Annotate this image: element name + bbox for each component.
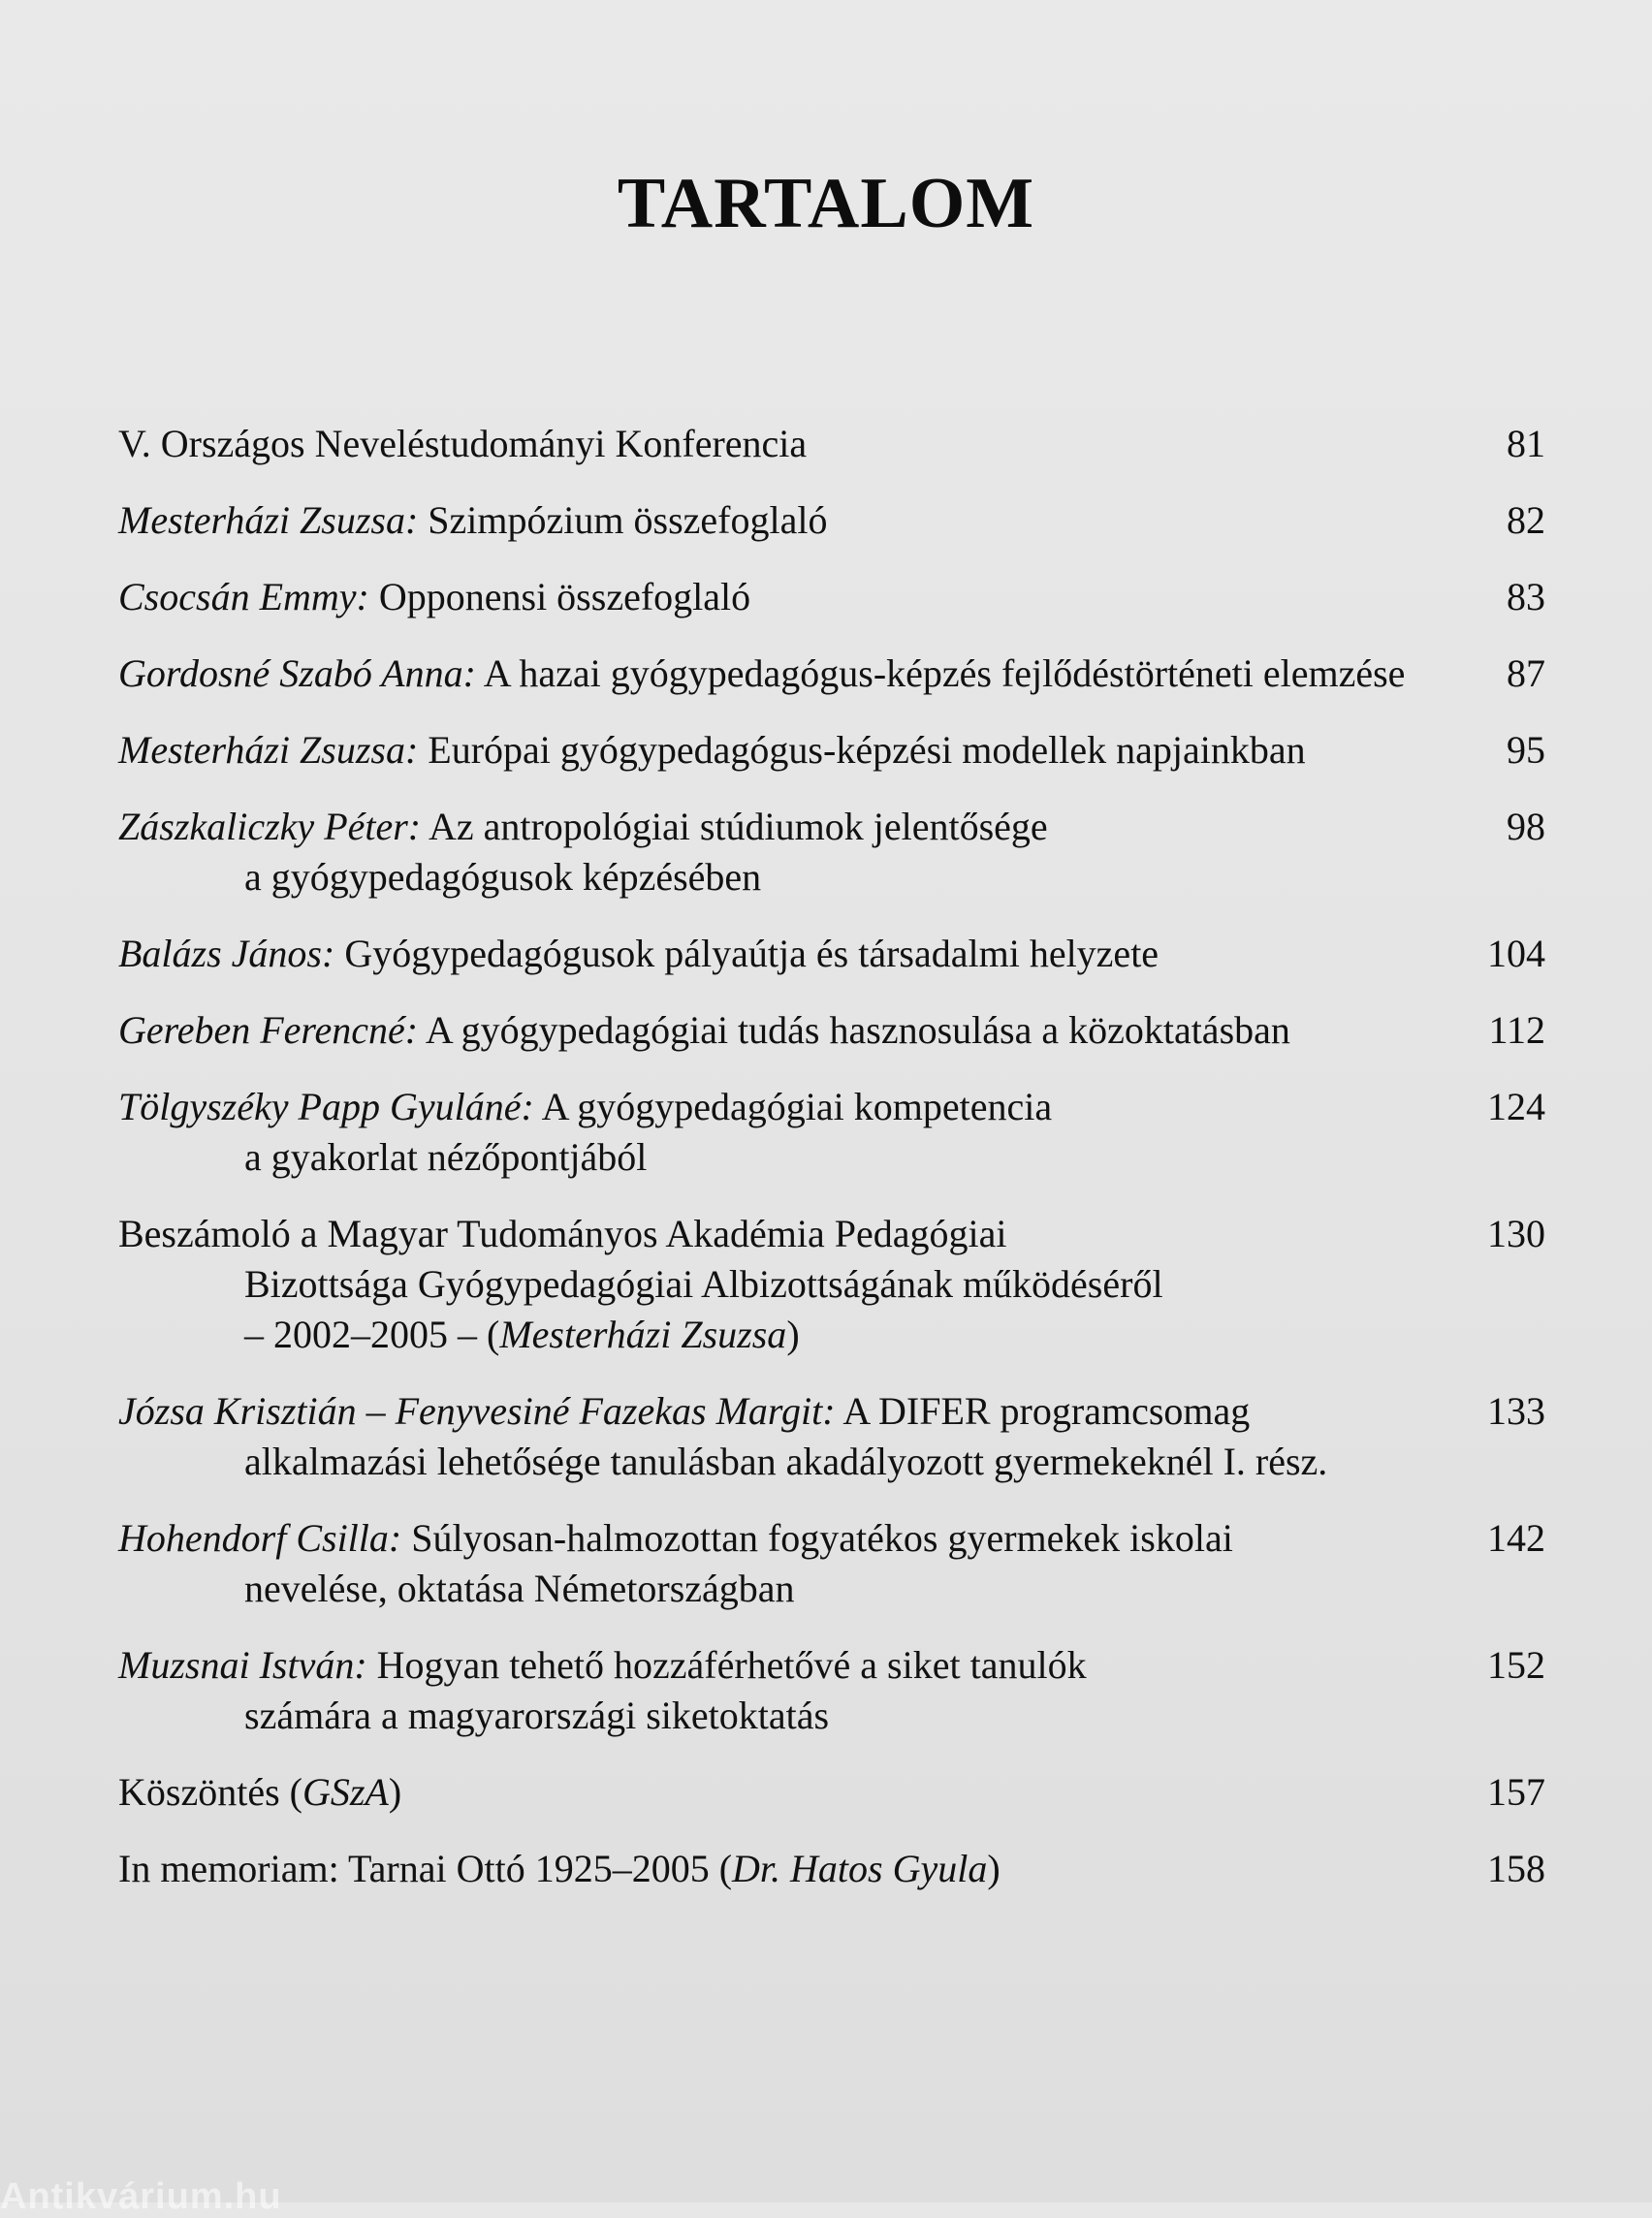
toc-entry-first-line <box>118 1640 1553 1691</box>
toc-entry <box>118 1844 1553 1894</box>
toc-entry-author: Tölgyszéky Papp Gyuláné: <box>118 1085 534 1128</box>
toc-entry <box>118 802 1553 903</box>
toc-entry <box>118 1082 1553 1183</box>
toc-entry-first-line <box>118 649 1553 699</box>
toc-entry-title: Beszámoló a Magyar Tudományos Akadémia Pedagógiai <box>118 1212 1007 1255</box>
toc-entry-title: A hazai gyógypedagógus-képzés fejlődéstörténeti elemzése <box>483 651 1406 695</box>
toc-entry-first-line <box>118 725 1553 776</box>
toc-entry-first-line <box>118 495 1553 546</box>
toc-entry-title: A gyógypedagógiai tudás hasznosulása a közoktatásban <box>425 1008 1290 1052</box>
toc-entry-author: Józsa Krisztián – Fenyvesiné Fazekas Margit: <box>118 1389 836 1433</box>
toc-entry-title: a gyógypedagógusok képzésében <box>244 855 762 899</box>
toc-entry-title: számára a magyarországi siketoktatás <box>244 1694 830 1737</box>
toc-entry-first-line <box>118 1386 1553 1437</box>
watermark-text: Antikvárium.hu <box>0 2176 282 2217</box>
toc-entry-author: Hohendorf Csilla: <box>118 1516 402 1560</box>
toc-entry-title: Súlyosan-halmozottan fogyatékos gyermekek iskolai <box>411 1516 1233 1560</box>
toc-entry-page-number: 158 <box>1487 1847 1545 1890</box>
toc-entry-title: Európai gyógypedagógus-képzési modellek napjainkban <box>428 728 1306 772</box>
toc-entry <box>118 1005 1553 1056</box>
toc-entry-continuation-line <box>118 1132 1553 1183</box>
toc-entry-title: In memoriam: Tarnai Ottó 1925–2005 ( <box>118 1847 733 1890</box>
toc-entry <box>118 495 1553 546</box>
toc-entry-author: Muzsnai István: <box>118 1643 367 1687</box>
toc-entry-title: Az antropológiai stúdiumok jelentősége <box>428 805 1048 848</box>
toc-entry <box>118 725 1553 776</box>
toc-entry-first-line <box>118 1767 1553 1818</box>
toc-entry-author: Gordosné Szabó Anna: <box>118 651 476 695</box>
toc-entry-credit: Dr. Hatos Gyula <box>732 1847 988 1890</box>
toc-entry-title: Opponensi összefoglaló <box>378 575 751 618</box>
toc-entry-author: Mesterházi Zsuzsa: <box>118 728 419 772</box>
toc-entry-title: Bizottsága Gyógypedagógiai Albizottságának működéséről <box>244 1262 1163 1306</box>
toc-entry <box>118 929 1553 979</box>
toc-entry-title: Gyógypedagógusok pályaútja és társadalmi helyzete <box>344 932 1160 975</box>
toc-entry-first-line <box>118 572 1553 622</box>
toc-entry <box>118 572 1553 622</box>
toc-entry-title: a gyakorlat nézőpontjából <box>244 1135 648 1179</box>
toc-entry-page-number: 83 <box>1507 575 1545 618</box>
toc-entry-credit-close: ) <box>786 1313 800 1356</box>
toc-entry <box>118 1767 1553 1818</box>
toc-entry <box>118 419 1553 469</box>
toc-entry-first-line <box>118 929 1553 979</box>
toc-entry <box>118 1640 1553 1741</box>
toc-entry-page-number: 142 <box>1487 1516 1545 1560</box>
toc-entry-page-number: 95 <box>1507 728 1545 772</box>
toc-entry-page-number: 133 <box>1487 1389 1545 1433</box>
toc-entry-page-number: 124 <box>1487 1085 1545 1128</box>
toc-entry-continuation-line <box>118 852 1553 903</box>
toc-entry-continuation-line <box>118 1691 1553 1741</box>
toc-entry-first-line <box>118 1513 1553 1564</box>
toc-entry-author: Zászkaliczky Péter: <box>118 805 422 848</box>
table-of-contents <box>118 419 1553 1920</box>
page-title: TARTALOM <box>617 164 1035 243</box>
toc-entry-page-number: 157 <box>1487 1770 1545 1814</box>
toc-entry-page-number: 82 <box>1507 498 1545 542</box>
toc-entry-title: Hogyan tehető hozzáférhetővé a siket tanulók <box>376 1643 1087 1687</box>
toc-entry-first-line <box>118 802 1553 852</box>
toc-entry-author: Balázs János: <box>118 932 335 975</box>
toc-entry <box>118 1386 1553 1487</box>
toc-entry-title: nevelése, oktatása Németországban <box>244 1567 795 1610</box>
toc-entry-credit: GSzA <box>302 1770 389 1814</box>
toc-entry-page-number: 112 <box>1488 1008 1545 1052</box>
toc-entry-title: Köszöntés ( <box>118 1770 302 1814</box>
toc-entry-title: Szimpózium összefoglaló <box>428 498 828 542</box>
toc-entry-first-line <box>118 1844 1553 1894</box>
toc-entry <box>118 1513 1553 1614</box>
toc-entry-credit: Mesterházi Zsuzsa <box>499 1313 787 1356</box>
toc-entry-title: A DIFER programcsomag <box>842 1389 1251 1433</box>
toc-entry-continuation-line <box>118 1310 1553 1360</box>
toc-entry-first-line <box>118 1209 1553 1259</box>
toc-entry-title: A gyógypedagógiai kompetencia <box>541 1085 1053 1128</box>
toc-entry <box>118 649 1553 699</box>
toc-entry-page-number: 81 <box>1507 422 1545 465</box>
toc-entry-credit-close: ) <box>987 1847 1001 1890</box>
toc-entry-page-number: 104 <box>1487 932 1545 975</box>
toc-entry-author: Gereben Ferencné: <box>118 1008 419 1052</box>
toc-entry-title: V. Országos Neveléstudományi Konferencia <box>118 422 808 465</box>
toc-entry-author: Mesterházi Zsuzsa: <box>118 498 419 542</box>
toc-entry-title: alkalmazási lehetősége tanulásban akadályozott gyermekeknél I. rész. <box>244 1440 1328 1483</box>
toc-entry-author: Csocsán Emmy: <box>118 575 369 618</box>
toc-entry-first-line <box>118 1005 1553 1056</box>
toc-entry-continuation-line <box>118 1259 1553 1310</box>
toc-entry-first-line <box>118 419 1553 469</box>
toc-entry <box>118 1209 1553 1360</box>
toc-entry-page-number: 130 <box>1487 1212 1545 1255</box>
toc-entry-title: – 2002–2005 – ( <box>244 1313 500 1356</box>
toc-entry-first-line <box>118 1082 1553 1132</box>
toc-entry-credit-close: ) <box>388 1770 402 1814</box>
toc-entry-continuation-line <box>118 1437 1553 1487</box>
toc-entry-page-number: 152 <box>1487 1643 1545 1687</box>
toc-entry-page-number: 87 <box>1507 651 1545 695</box>
toc-entry-page-number: 98 <box>1507 805 1545 848</box>
toc-entry-continuation-line <box>118 1564 1553 1614</box>
